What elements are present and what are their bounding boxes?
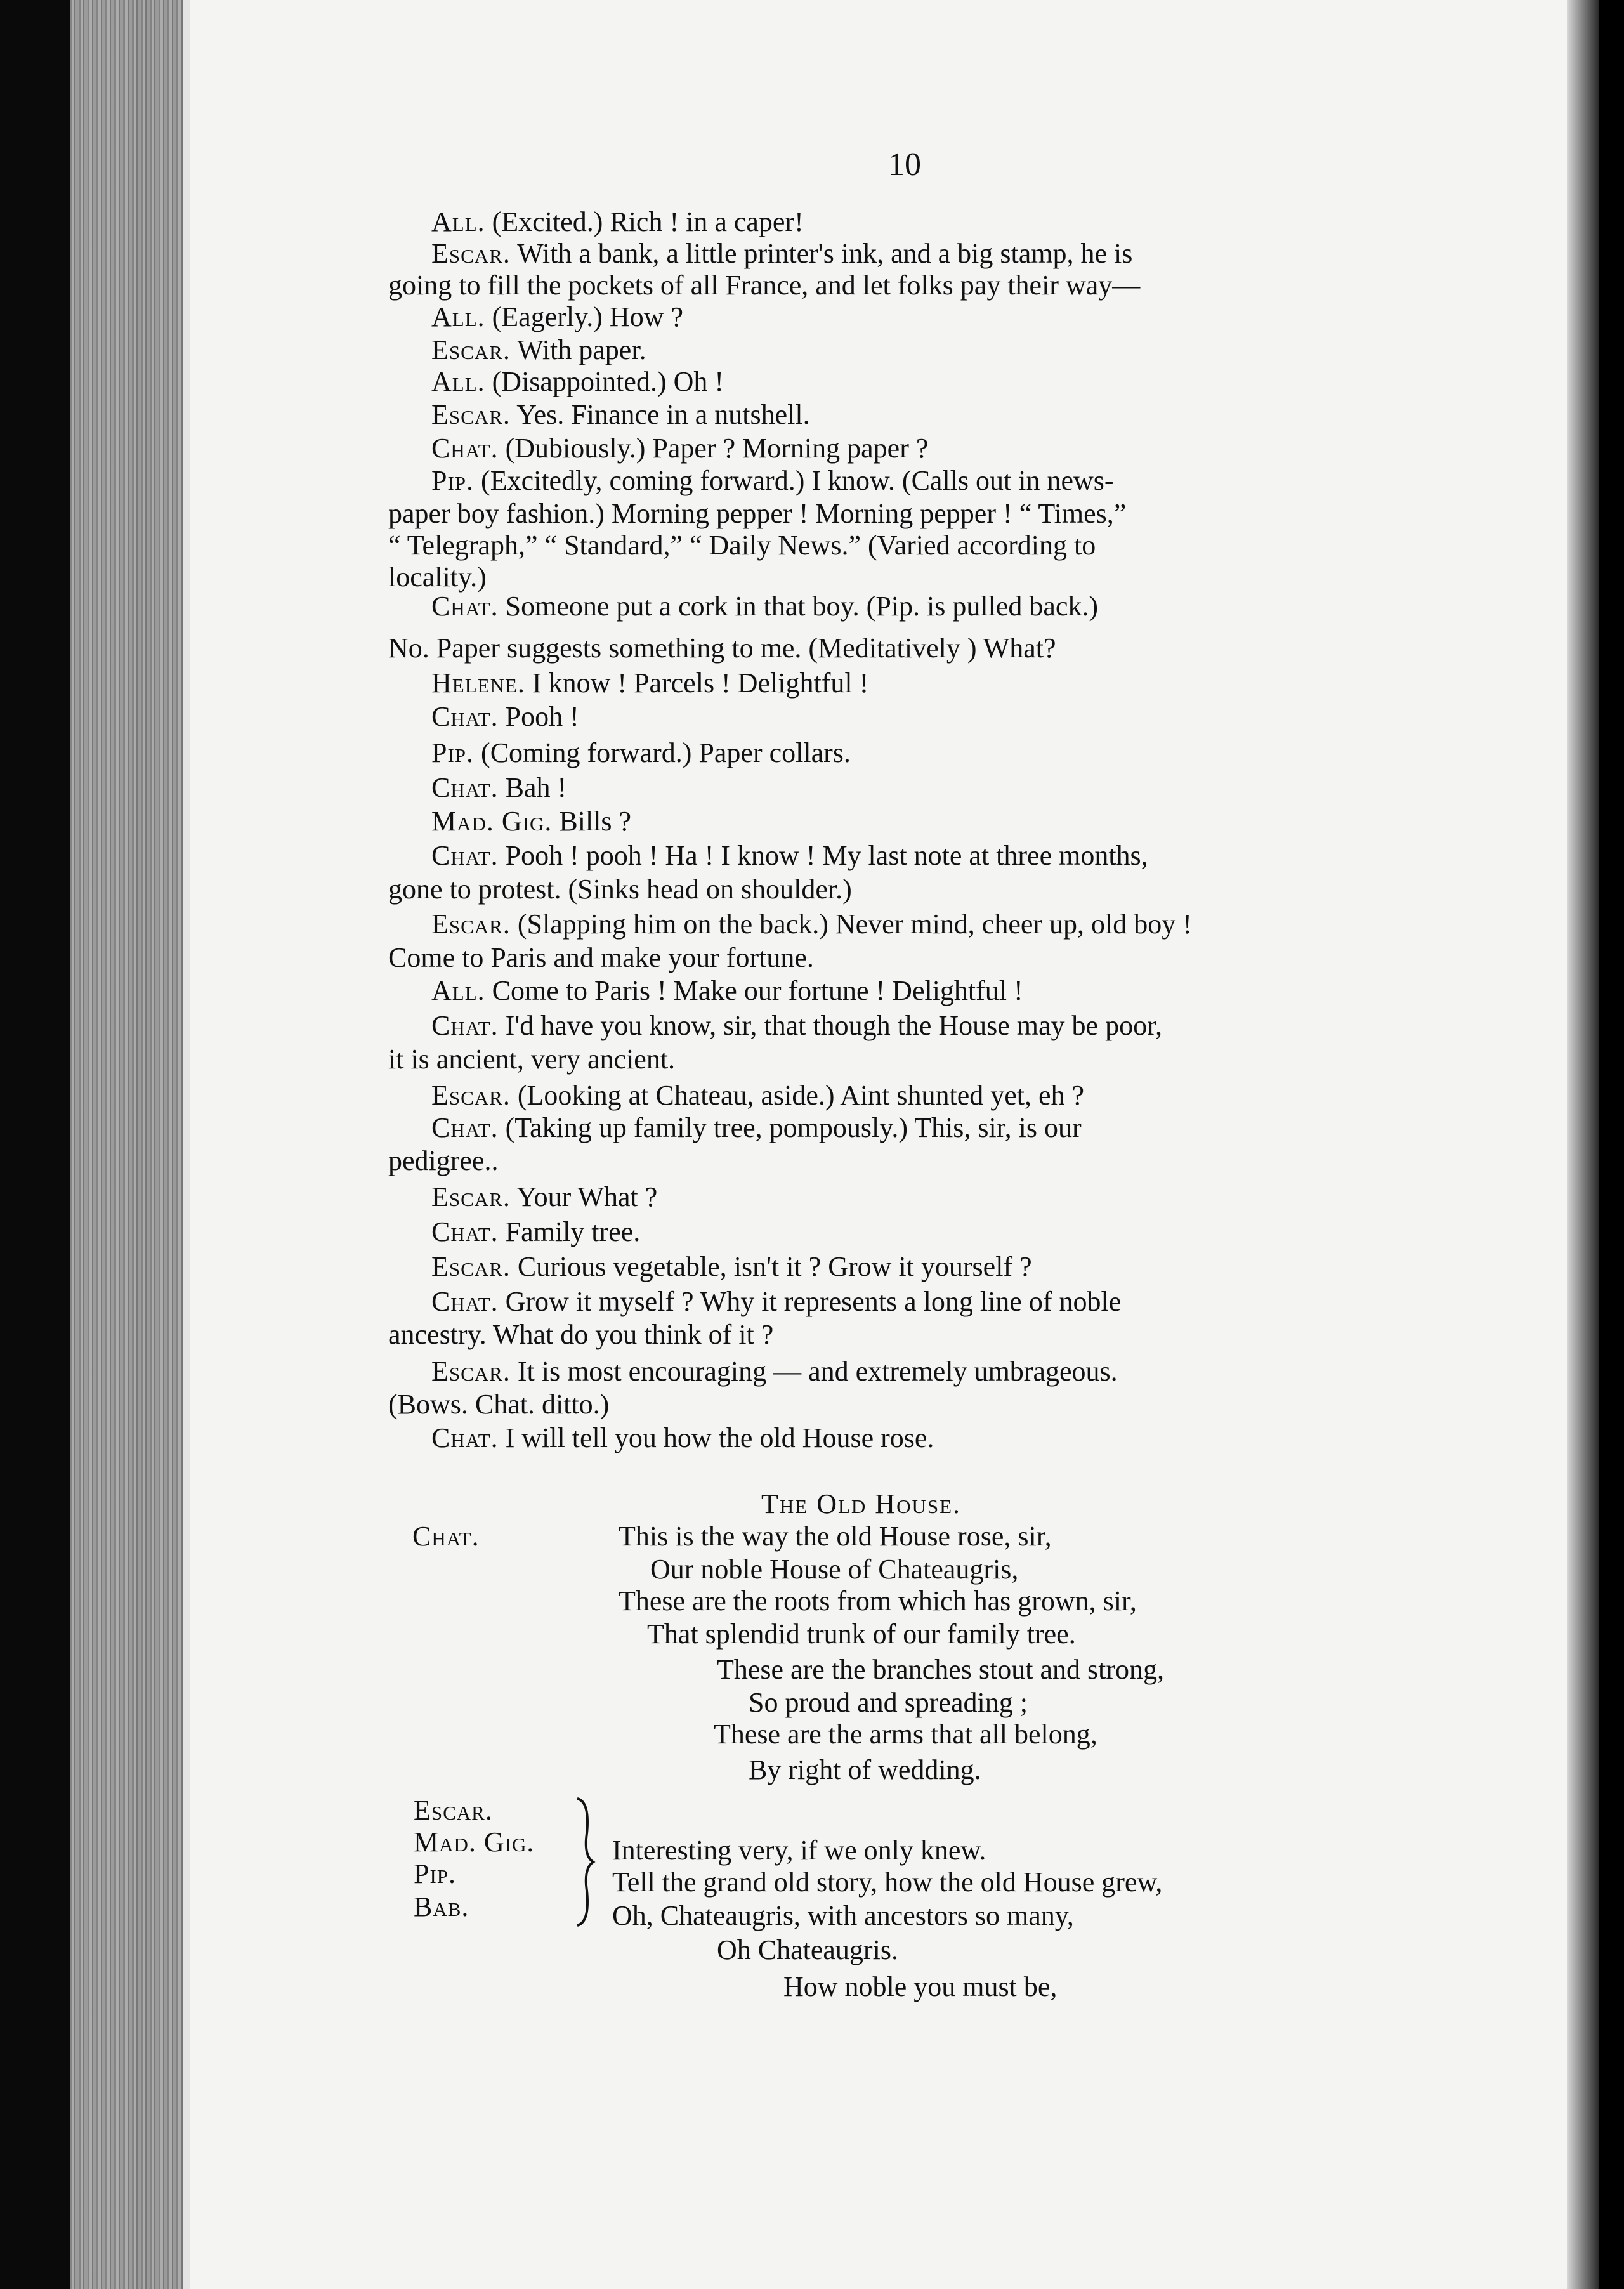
dialogue-text: ancestry. What do you think of it ? bbox=[388, 1319, 774, 1350]
page-shadow bbox=[1567, 0, 1599, 2289]
dialogue-line bbox=[388, 1147, 498, 1175]
dialogue-line bbox=[431, 240, 1132, 268]
dialogue-line bbox=[388, 563, 487, 591]
dialogue-text: it is ancient, very ancient. bbox=[388, 1044, 676, 1075]
dialogue-line bbox=[431, 1424, 934, 1452]
dialogue-line bbox=[431, 368, 724, 396]
dialogue-text: (Taking up family tree, pompously.) This, sir, is our bbox=[498, 1112, 1082, 1143]
dialogue-text: pedigree.. bbox=[388, 1145, 499, 1176]
speaker-name: Chat. bbox=[431, 772, 499, 803]
speaker-name: Chat. bbox=[431, 701, 499, 732]
dialogue-text: I'd have you know, sir, that though the House may be poor, bbox=[498, 1010, 1162, 1041]
dialogue-line bbox=[431, 336, 646, 364]
dialogue-text: “ Telegraph,” “ Standard,” “ Daily News.” (Varied according to bbox=[388, 530, 1096, 561]
dialogue-text: locality.) bbox=[388, 561, 487, 593]
dialogue-line bbox=[388, 272, 1140, 299]
dialogue-line bbox=[431, 842, 1148, 870]
speaker-name: Helene. bbox=[431, 667, 525, 699]
dialogue-line bbox=[431, 1253, 1032, 1281]
song-line: These are the branches stout and strong, bbox=[717, 1654, 1164, 1685]
dialogue-line bbox=[388, 500, 1126, 528]
speaker-name: Chat. bbox=[431, 1010, 499, 1041]
dialogue-line bbox=[388, 1046, 675, 1073]
dialogue-line bbox=[388, 532, 1096, 560]
dialogue-text: It is most encouraging — and extremely umbrageous. bbox=[510, 1356, 1118, 1387]
speaker-name: All. bbox=[431, 206, 485, 237]
speaker-name: Chat. bbox=[431, 433, 499, 464]
song-line: These are the roots from which has grown, sir, bbox=[619, 1585, 1137, 1617]
brace-icon bbox=[565, 1795, 603, 1929]
song-line: These are the arms that all belong, bbox=[714, 1719, 1097, 1750]
dialogue-line bbox=[388, 634, 1056, 662]
speaker-name: Pip. bbox=[431, 737, 475, 768]
speaker-name: Escar. bbox=[431, 1356, 511, 1387]
chorus-line: Oh Chateaugris. bbox=[717, 1934, 898, 1965]
chorus-speaker: Bab. bbox=[414, 1891, 469, 1922]
speaker-name: Pip. bbox=[431, 465, 475, 496]
dialogue-line bbox=[431, 669, 868, 697]
song-title: The Old House. bbox=[761, 1488, 962, 1519]
dialogue-line bbox=[431, 303, 683, 331]
dialogue-text: I will tell you how the old House rose. bbox=[498, 1422, 934, 1453]
dialogue-line bbox=[431, 1288, 1121, 1316]
dialogue-line bbox=[388, 1391, 609, 1419]
dialogue-line bbox=[431, 208, 804, 236]
dialogue-text: Bah ! bbox=[498, 772, 567, 803]
dialogue-line bbox=[388, 944, 814, 972]
dialogue-line bbox=[431, 1218, 640, 1246]
dialogue-text: Pooh ! pooh ! Ha ! I know ! My last note at three months, bbox=[498, 840, 1148, 871]
dialogue-text: Pooh ! bbox=[498, 701, 579, 732]
dialogue-line bbox=[431, 467, 1114, 495]
dialogue-line bbox=[431, 703, 579, 731]
dialogue-text: I know ! Parcels ! Delightful ! bbox=[525, 667, 869, 699]
dialogue-line bbox=[431, 1358, 1118, 1386]
dialogue-text: With paper. bbox=[510, 334, 646, 365]
speaker-name: Chat. bbox=[431, 591, 499, 622]
dialogue-text: (Coming forward.) Paper collars. bbox=[474, 737, 851, 768]
speaker-name: Escar. bbox=[431, 1080, 511, 1111]
speaker-name: Chat. bbox=[431, 1216, 499, 1247]
chorus-speaker: Pip. bbox=[414, 1858, 457, 1889]
chorus-line: Interesting very, if we only knew. bbox=[612, 1835, 986, 1866]
dialogue-text: (Disappointed.) Oh ! bbox=[485, 366, 724, 397]
speaker-name: Escar. bbox=[431, 334, 511, 365]
dialogue-text: (Dubiously.) Paper ? Morning paper ? bbox=[498, 433, 929, 464]
chorus-line: Tell the grand old story, how the old House grew, bbox=[612, 1866, 1163, 1898]
chorus-line: How noble you must be, bbox=[783, 1971, 1058, 2002]
dialogue-text: (Slapping him on the back.) Never mind, cheer up, old boy ! bbox=[510, 908, 1192, 940]
chorus-speaker: Mad. Gig. bbox=[414, 1827, 535, 1858]
dialogue-text: Come to Paris ! Make our fortune ! Delightful ! bbox=[485, 975, 1023, 1006]
song-line: Our noble House of Chateaugris, bbox=[650, 1554, 1019, 1585]
speaker-name: Escar. bbox=[431, 399, 511, 430]
chorus-speaker: Escar. bbox=[414, 1795, 493, 1826]
dialogue-line bbox=[388, 876, 852, 903]
dialogue-line bbox=[431, 774, 566, 802]
dialogue-line bbox=[431, 593, 1098, 620]
dialogue-text: Your What ? bbox=[510, 1181, 658, 1212]
dialogue-line bbox=[388, 1321, 773, 1349]
dialogue-line bbox=[431, 808, 631, 836]
song-line: This is the way the old House rose, sir, bbox=[619, 1521, 1052, 1552]
song-line: That splendid trunk of our family tree. bbox=[647, 1618, 1076, 1650]
chorus-line: Oh, Chateaugris, with ancestors so many, bbox=[612, 1900, 1074, 1931]
dialogue-text: (Excited.) Rich ! in a caper! bbox=[485, 206, 804, 237]
dialogue-text: (Eagerly.) How ? bbox=[485, 301, 683, 332]
dialogue-text: Curious vegetable, isn't it ? Grow it yourself ? bbox=[510, 1251, 1032, 1282]
dialogue-text: Family tree. bbox=[498, 1216, 641, 1247]
speaker-name: Chat. bbox=[431, 840, 499, 871]
dialogue-text: Someone put a cork in that boy. (Pip. is pulled back.) bbox=[498, 591, 1099, 622]
song-line: So proud and spreading ; bbox=[749, 1687, 1028, 1718]
dialogue-line bbox=[431, 1183, 657, 1211]
dialogue-line bbox=[431, 435, 928, 462]
speaker-name: All. bbox=[431, 366, 485, 397]
dialogue-line bbox=[431, 739, 851, 767]
dialogue-line bbox=[431, 1114, 1082, 1142]
dialogue-line bbox=[431, 401, 810, 429]
dialogue-text: Grow it myself ? Why it represents a long line of noble bbox=[498, 1286, 1122, 1317]
speaker-name: Escar. bbox=[431, 908, 511, 940]
speaker-name: Escar. bbox=[431, 238, 511, 269]
dialogue-text: Yes. Finance in a nutshell. bbox=[510, 399, 810, 430]
dialogue-text: With a bank, a little printer's ink, and a big stamp, he is bbox=[510, 238, 1133, 269]
dialogue-text: (Bows. Chat. ditto.) bbox=[388, 1389, 610, 1420]
dialogue-text: (Looking at Chateau, aside.) Aint shunted yet, eh ? bbox=[510, 1080, 1085, 1111]
book-spine bbox=[70, 0, 197, 2289]
dialogue-text: going to fill the pockets of all France, and let folks pay their way— bbox=[388, 270, 1141, 301]
speaker-name: Chat. bbox=[431, 1422, 499, 1453]
speaker-name: Escar. bbox=[431, 1181, 511, 1212]
dialogue-text: Come to Paris and make your fortune. bbox=[388, 942, 814, 973]
dialogue-text: (Excitedly, coming forward.) I know. (Calls out in news- bbox=[474, 465, 1114, 496]
dialogue-text: Bills ? bbox=[552, 806, 632, 837]
dialogue-line bbox=[431, 910, 1192, 938]
dialogue-line bbox=[431, 1082, 1084, 1110]
page-number: 10 bbox=[888, 147, 921, 183]
song-line: By right of wedding. bbox=[749, 1754, 981, 1785]
speaker-name: All. bbox=[431, 975, 485, 1006]
dialogue-text: No. Paper suggests something to me. (Meditatively ) What? bbox=[388, 633, 1056, 664]
dialogue-line bbox=[431, 1012, 1162, 1040]
speaker-name: Chat. bbox=[431, 1286, 499, 1317]
dialogue-line bbox=[431, 977, 1023, 1005]
dialogue-text: gone to protest. (Sinks head on shoulder.) bbox=[388, 874, 852, 905]
dialogue-text: paper boy fashion.) Morning pepper ! Morning pepper ! “ Times,” bbox=[388, 498, 1127, 529]
speaker-name: All. bbox=[431, 301, 485, 332]
speaker-name: Mad. Gig. bbox=[431, 806, 553, 837]
speaker-name: Chat. bbox=[431, 1112, 499, 1143]
speaker-name: Escar. bbox=[431, 1251, 511, 1282]
song-speaker: Chat. bbox=[412, 1521, 480, 1552]
